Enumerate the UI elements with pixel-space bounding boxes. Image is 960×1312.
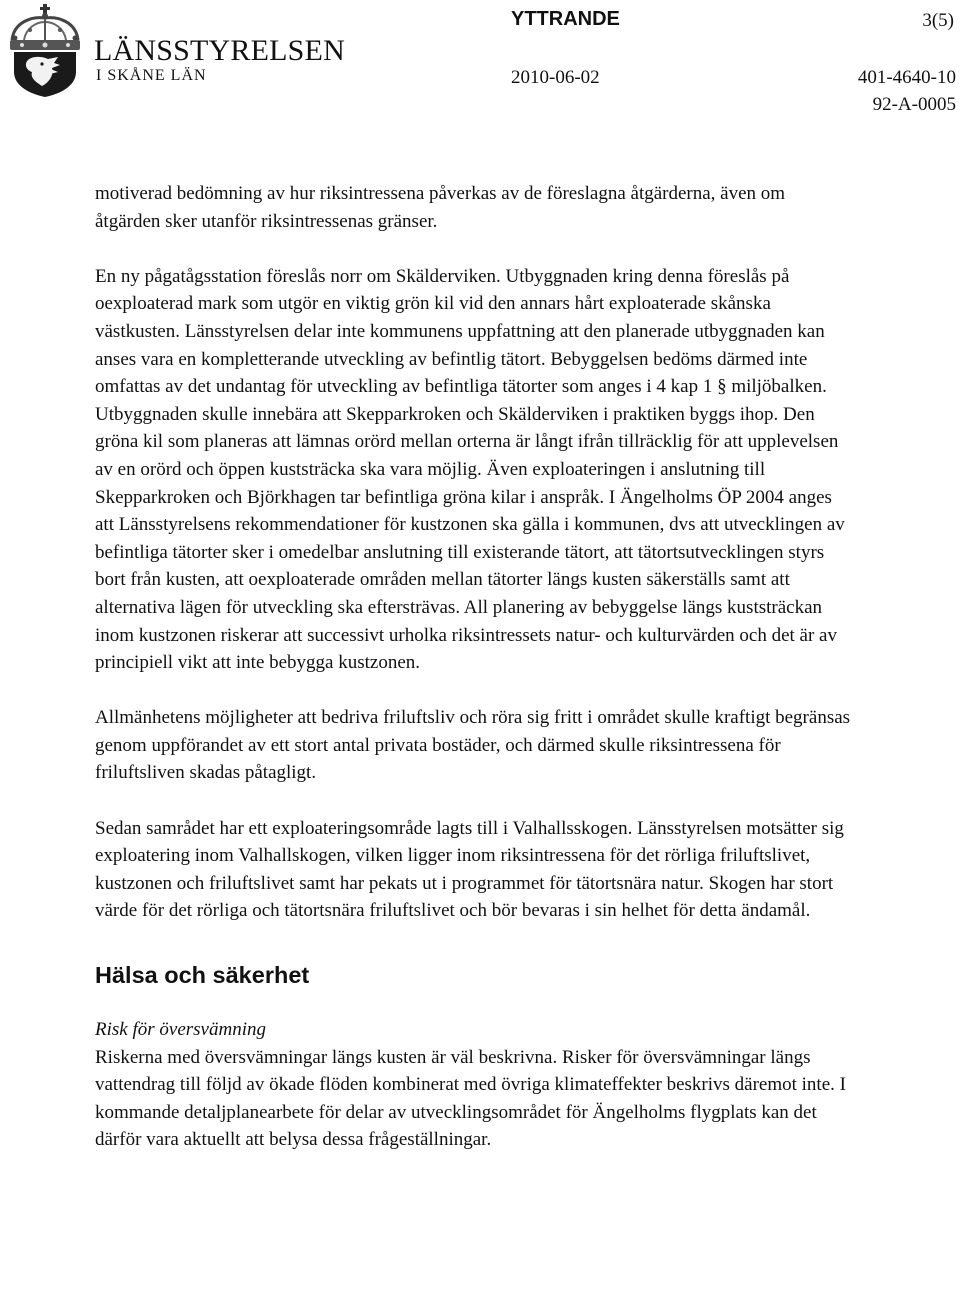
subsection — [95, 1016, 855, 1154]
body-paragraph: Sedan samrådet har ett exploateringsområde lagts till i Valhallsskogen. Länsstyrelsen motsätter sig exploatering inom Valhallskogen, vilken ligger inom riksintressena för det rörliga friluftslivet, kustzonen och friluftslivet samt har pekats ut i programmet för tätortsnära natur. Skogen har stort värde för det rörliga och tätortsnära friluftslivet och bör bevaras i sin helhet för detta ändamål. — [95, 817, 844, 922]
page-number: 3(5) — [922, 10, 954, 31]
document-body — [95, 180, 855, 1182]
subsection-heading: Risk för översvämning — [95, 1019, 266, 1041]
section-heading: Hälsa och säkerhet — [95, 962, 310, 989]
document-type: YTTRANDE — [511, 8, 620, 30]
crown-griffin-crest-icon — [2, 2, 90, 98]
agency-subtitle: I SKÅNE LÄN — [96, 67, 207, 84]
document-date: 2010-06-02 — [511, 67, 600, 88]
body-paragraph: Allmänhetens möjligheter att bedriva friluftsliv och röra sig fritt i området skulle kraftigt begränsas genom uppförandet av ett stort antal privata bostäder, och därmed skulle riksintressena för friluftsliven skadas påtagligt. — [95, 707, 851, 784]
body-paragraph: En ny pågatågsstation föreslås norr om Skälderviken. Utbyggnaden kring denna föreslås på oexploaterad mark som utgör en viktig grön kil vid den annars hårt exploaterade skånska västkusten. Länsstyrelsen delar inte kommunens uppfattning att den planerade utbyggnaden kan anses vara en kompletterande utveckling av befintlig tätort. Bebyggelsen bedöms därmed inte omfattas av det undantag för utveckling av befintliga tätorter som anges i 4 kap 1 § miljöbalken. Utbyggnaden skulle innebära att Skepparkroken och Skälderviken i praktiken byggs ihop. Den gröna kil som planeras att lämnas orörd mellan orterna är långt ifrån tillräcklig för att upplevelsen av en orörd och öppen kuststräcka ska vara möjlig. Även exploateringen i anslutning till Skepparkroken och Björkhagen tar befintliga gröna kilar i anspråk. I Ängelholms ÖP 2004 anges att Länsstyrelsens rekommendationer för kustzonen ska gälla i kommunen, dvs att utvecklingen av befintliga tätorter sker i omedelbar anslutning till existerande tätort, att tätortsutvecklingen styrs bort från kusten, att oexploaterade områden mellan tätorter längs kusten säkerställs samt att alternativa lägen för utveckling ska eftersträvas. All planering av bebyggelse längs kuststräckan inom kustzonen riskerar att successivt urholka riksintressets natur- och kulturvärden och det är av principiell vikt att inte bebygga kustzonen. — [95, 265, 845, 674]
reference-number: 401-4640-10 — [857, 67, 956, 88]
reference-number-secondary: 92-A-0005 — [872, 94, 956, 115]
body-paragraph: motiverad bedömning av hur riksintressena påverkas av de föreslagna åtgärderna, även om åtgärden sker utanför riksintressenas gränser. — [95, 183, 786, 232]
body-paragraph: Riskerna med översvämningar längs kusten är väl beskrivna. Risker för översvämningar längs vattendrag till följd av ökade flöden kombinerat med övriga klimateffekter beskrivs däremot inte. I kommande detaljplanearbete för delar av utvecklingsområdet för Ängelholms flygplats kan det därför vara aktuellt att belysa dessa frågeställningar. — [95, 1046, 846, 1151]
agency-name: LÄNSSTYRELSEN — [94, 34, 345, 67]
